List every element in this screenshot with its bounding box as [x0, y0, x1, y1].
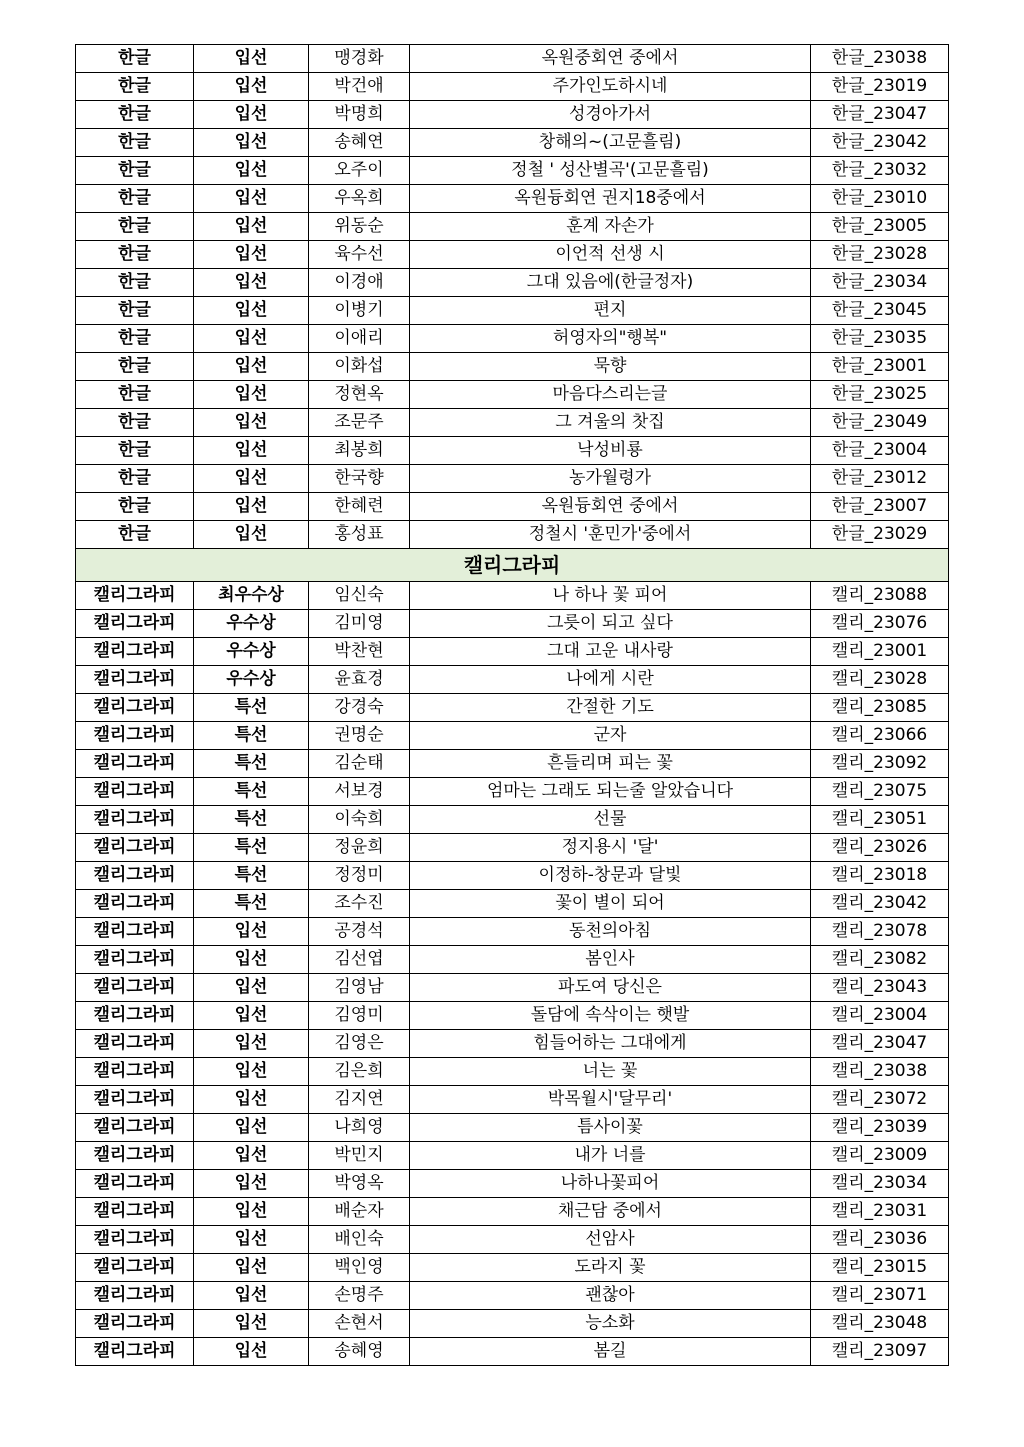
entry-id-cell: 캘리_23009: [811, 1142, 949, 1170]
category-cell: 캘리그라피: [76, 1338, 194, 1366]
category-cell: 한글: [76, 269, 194, 297]
table-row: [76, 778, 949, 806]
award-cell: 입선: [194, 946, 309, 974]
table-row: [76, 1002, 949, 1030]
table-row: [76, 722, 949, 750]
title-cell: 주가인도하시네: [410, 73, 811, 101]
title-cell: 훈계 자손가: [410, 213, 811, 241]
award-cell: 입선: [194, 325, 309, 353]
title-cell: 힘들어하는 그대에게: [410, 1030, 811, 1058]
award-cell: 입선: [194, 1170, 309, 1198]
award-cell: 입선: [194, 1142, 309, 1170]
table-row: [76, 1310, 949, 1338]
title-cell: 정지용시 '달': [410, 834, 811, 862]
award-cell: 우수상: [194, 610, 309, 638]
award-cell: 입선: [194, 1226, 309, 1254]
category-cell: 한글: [76, 297, 194, 325]
category-cell: 캘리그라피: [76, 1114, 194, 1142]
category-cell: 캘리그라피: [76, 918, 194, 946]
entry-id-cell: 한글_23010: [811, 185, 949, 213]
entry-id-cell: 한글_23019: [811, 73, 949, 101]
award-cell: 입선: [194, 437, 309, 465]
category-cell: 한글: [76, 241, 194, 269]
name-cell: 박민지: [309, 1142, 410, 1170]
category-cell: 한글: [76, 129, 194, 157]
entry-id-cell: 한글_23001: [811, 353, 949, 381]
award-cell: 입선: [194, 1198, 309, 1226]
entry-id-cell: 캘리_23001: [811, 638, 949, 666]
category-cell: 한글: [76, 185, 194, 213]
award-cell: 특선: [194, 722, 309, 750]
title-cell: 도라지 꽃: [410, 1254, 811, 1282]
name-cell: 박찬현: [309, 638, 410, 666]
award-cell: 입선: [194, 465, 309, 493]
title-cell: 낙성비룡: [410, 437, 811, 465]
table-row: [76, 73, 949, 101]
award-cell: 특선: [194, 862, 309, 890]
table-body-hangul: [76, 45, 949, 549]
entry-id-cell: 한글_23035: [811, 325, 949, 353]
award-cell: 입선: [194, 1310, 309, 1338]
title-cell: 묵향: [410, 353, 811, 381]
award-cell: 입선: [194, 409, 309, 437]
category-cell: 캘리그라피: [76, 750, 194, 778]
entry-id-cell: 한글_23034: [811, 269, 949, 297]
table-row: [76, 974, 949, 1002]
name-cell: 배인숙: [309, 1226, 410, 1254]
category-cell: 캘리그라피: [76, 638, 194, 666]
entry-id-cell: 한글_23049: [811, 409, 949, 437]
table-row: [76, 129, 949, 157]
table-row: [76, 269, 949, 297]
entry-id-cell: 캘리_23004: [811, 1002, 949, 1030]
award-cell: 입선: [194, 129, 309, 157]
table-row: [76, 353, 949, 381]
table-row: [76, 157, 949, 185]
title-cell: 봄인사: [410, 946, 811, 974]
entry-id-cell: 캘리_23076: [811, 610, 949, 638]
table-row: [76, 1254, 949, 1282]
category-cell: 한글: [76, 101, 194, 129]
table-row: [76, 1114, 949, 1142]
entry-id-cell: 캘리_23038: [811, 1058, 949, 1086]
category-cell: 한글: [76, 381, 194, 409]
name-cell: 송혜연: [309, 129, 410, 157]
entry-id-cell: 캘리_23043: [811, 974, 949, 1002]
title-cell: 나하나꽃피어: [410, 1170, 811, 1198]
award-cell: 입선: [194, 297, 309, 325]
name-cell: 공경석: [309, 918, 410, 946]
category-cell: 캘리그라피: [76, 946, 194, 974]
entry-id-cell: 캘리_23036: [811, 1226, 949, 1254]
title-cell: 그대 있음에(한글정자): [410, 269, 811, 297]
entry-id-cell: 캘리_23092: [811, 750, 949, 778]
title-cell: 군자: [410, 722, 811, 750]
award-cell: 입선: [194, 1086, 309, 1114]
name-cell: 조문주: [309, 409, 410, 437]
entry-id-cell: 한글_23038: [811, 45, 949, 73]
table-row: [76, 1086, 949, 1114]
category-cell: 캘리그라피: [76, 778, 194, 806]
category-cell: 한글: [76, 73, 194, 101]
name-cell: 박영옥: [309, 1170, 410, 1198]
category-cell: 캘리그라피: [76, 1226, 194, 1254]
title-cell: 정철 ' 성산별곡'(고문흘림): [410, 157, 811, 185]
category-cell: 한글: [76, 437, 194, 465]
title-cell: 편지: [410, 297, 811, 325]
category-cell: 캘리그라피: [76, 1030, 194, 1058]
table-row: [76, 806, 949, 834]
entry-id-cell: 캘리_23097: [811, 1338, 949, 1366]
table-row: [76, 1142, 949, 1170]
table-row: [76, 1226, 949, 1254]
table-row: [76, 437, 949, 465]
title-cell: 채근담 중에서: [410, 1198, 811, 1226]
category-cell: 한글: [76, 157, 194, 185]
category-cell: 한글: [76, 409, 194, 437]
entry-id-cell: 한글_23032: [811, 157, 949, 185]
award-cell: 특선: [194, 778, 309, 806]
award-cell: 입선: [194, 381, 309, 409]
title-cell: 정철시 '훈민가'중에서: [410, 521, 811, 549]
category-cell: 캘리그라피: [76, 610, 194, 638]
title-cell: 파도여 당신은: [410, 974, 811, 1002]
title-cell: 마음다스리는글: [410, 381, 811, 409]
section-header: [76, 549, 949, 582]
table-row: [76, 1198, 949, 1226]
table-row: [76, 521, 949, 549]
table-row: [76, 610, 949, 638]
awards-table: [75, 44, 949, 1366]
table-row: [76, 694, 949, 722]
name-cell: 김순태: [309, 750, 410, 778]
title-cell: 봄길: [410, 1338, 811, 1366]
title-cell: 흔들리며 피는 꽃: [410, 750, 811, 778]
table-row: [76, 1338, 949, 1366]
award-cell: 입선: [194, 269, 309, 297]
name-cell: 권명순: [309, 722, 410, 750]
category-cell: 캘리그라피: [76, 1002, 194, 1030]
title-cell: 농가월령가: [410, 465, 811, 493]
entry-id-cell: 캘리_23072: [811, 1086, 949, 1114]
category-cell: 캘리그라피: [76, 834, 194, 862]
table-row: [76, 750, 949, 778]
title-cell: 괜찮아: [410, 1282, 811, 1310]
name-cell: 강경숙: [309, 694, 410, 722]
table-row: [76, 381, 949, 409]
table-row: [76, 241, 949, 269]
table-row: [76, 409, 949, 437]
name-cell: 위동순: [309, 213, 410, 241]
award-cell: 입선: [194, 493, 309, 521]
award-cell: 입선: [194, 45, 309, 73]
table-row: [76, 1282, 949, 1310]
category-cell: 캘리그라피: [76, 1086, 194, 1114]
table-row: [76, 582, 949, 610]
award-cell: 입선: [194, 73, 309, 101]
entry-id-cell: 캘리_23018: [811, 862, 949, 890]
award-cell: 특선: [194, 806, 309, 834]
entry-id-cell: 캘리_23047: [811, 1030, 949, 1058]
name-cell: 김미영: [309, 610, 410, 638]
table-row: [76, 185, 949, 213]
title-cell: 이언적 선생 시: [410, 241, 811, 269]
entry-id-cell: 캘리_23039: [811, 1114, 949, 1142]
table-row: [76, 493, 949, 521]
title-cell: 엄마는 그래도 되는줄 알았습니다: [410, 778, 811, 806]
name-cell: 손현서: [309, 1310, 410, 1338]
entry-id-cell: 한글_23007: [811, 493, 949, 521]
entry-id-cell: 한글_23028: [811, 241, 949, 269]
category-cell: 캘리그라피: [76, 1198, 194, 1226]
award-cell: 입선: [194, 1254, 309, 1282]
category-cell: 캘리그라피: [76, 1254, 194, 1282]
title-cell: 박목월시'달무리': [410, 1086, 811, 1114]
table-row: [76, 101, 949, 129]
award-cell: 입선: [194, 521, 309, 549]
award-cell: 우수상: [194, 638, 309, 666]
entry-id-cell: 캘리_23051: [811, 806, 949, 834]
category-cell: 캘리그라피: [76, 974, 194, 1002]
title-cell: 선암사: [410, 1226, 811, 1254]
category-cell: 한글: [76, 45, 194, 73]
table-row: [76, 213, 949, 241]
award-cell: 입선: [194, 1030, 309, 1058]
name-cell: 김선엽: [309, 946, 410, 974]
category-cell: 캘리그라피: [76, 582, 194, 610]
title-cell: 간절한 기도: [410, 694, 811, 722]
title-cell: 이정하-창문과 달빛: [410, 862, 811, 890]
entry-id-cell: 캘리_23031: [811, 1198, 949, 1226]
title-cell: 동천의아침: [410, 918, 811, 946]
name-cell: 정정미: [309, 862, 410, 890]
award-cell: 우수상: [194, 666, 309, 694]
category-cell: 캘리그라피: [76, 694, 194, 722]
category-cell: 캘리그라피: [76, 666, 194, 694]
name-cell: 송혜영: [309, 1338, 410, 1366]
name-cell: 한국향: [309, 465, 410, 493]
name-cell: 손명주: [309, 1282, 410, 1310]
entry-id-cell: 캘리_23048: [811, 1310, 949, 1338]
name-cell: 한혜련: [309, 493, 410, 521]
name-cell: 박명희: [309, 101, 410, 129]
table-row: [76, 325, 949, 353]
entry-id-cell: 캘리_23028: [811, 666, 949, 694]
award-cell: 입선: [194, 353, 309, 381]
table-row: [76, 1170, 949, 1198]
name-cell: 홍성표: [309, 521, 410, 549]
award-cell: 특선: [194, 834, 309, 862]
category-cell: 캘리그라피: [76, 1310, 194, 1338]
category-cell: 한글: [76, 493, 194, 521]
name-cell: 육수선: [309, 241, 410, 269]
title-cell: 너는 꽃: [410, 1058, 811, 1086]
table-body-calligraphy: [76, 582, 949, 1366]
section-row: [76, 549, 949, 582]
award-cell: 입선: [194, 185, 309, 213]
category-cell: 캘리그라피: [76, 806, 194, 834]
award-cell: 최우수상: [194, 582, 309, 610]
entry-id-cell: 캘리_23085: [811, 694, 949, 722]
name-cell: 정윤희: [309, 834, 410, 862]
award-cell: 입선: [194, 101, 309, 129]
award-cell: 입선: [194, 1114, 309, 1142]
name-cell: 나희영: [309, 1114, 410, 1142]
name-cell: 윤효경: [309, 666, 410, 694]
entry-id-cell: 한글_23005: [811, 213, 949, 241]
table-row: [76, 834, 949, 862]
table-row: [76, 918, 949, 946]
section-title: 캘리그라피: [76, 549, 949, 582]
entry-id-cell: 한글_23029: [811, 521, 949, 549]
table-row: [76, 666, 949, 694]
award-cell: 입선: [194, 1002, 309, 1030]
entry-id-cell: 캘리_23082: [811, 946, 949, 974]
name-cell: 이경애: [309, 269, 410, 297]
entry-id-cell: 캘리_23071: [811, 1282, 949, 1310]
category-cell: 캘리그라피: [76, 722, 194, 750]
title-cell: 그대 고운 내사랑: [410, 638, 811, 666]
award-cell: 입선: [194, 974, 309, 1002]
category-cell: 캘리그라피: [76, 1282, 194, 1310]
entry-id-cell: 한글_23012: [811, 465, 949, 493]
category-cell: 캘리그라피: [76, 1142, 194, 1170]
table-row: [76, 638, 949, 666]
entry-id-cell: 캘리_23088: [811, 582, 949, 610]
category-cell: 한글: [76, 325, 194, 353]
name-cell: 오주이: [309, 157, 410, 185]
name-cell: 임신숙: [309, 582, 410, 610]
category-cell: 한글: [76, 213, 194, 241]
award-cell: 특선: [194, 890, 309, 918]
title-cell: 꽃이 별이 되어: [410, 890, 811, 918]
name-cell: 맹경화: [309, 45, 410, 73]
entry-id-cell: 캘리_23075: [811, 778, 949, 806]
entry-id-cell: 캘리_23042: [811, 890, 949, 918]
entry-id-cell: 캘리_23066: [811, 722, 949, 750]
category-cell: 한글: [76, 465, 194, 493]
title-cell: 나에게 시란: [410, 666, 811, 694]
award-cell: 입선: [194, 1058, 309, 1086]
table-row: [76, 45, 949, 73]
table-row: [76, 1058, 949, 1086]
title-cell: 창해의~(고문흘림): [410, 129, 811, 157]
entry-id-cell: 한글_23045: [811, 297, 949, 325]
category-cell: 캘리그라피: [76, 890, 194, 918]
title-cell: 그릇이 되고 싶다: [410, 610, 811, 638]
name-cell: 최봉희: [309, 437, 410, 465]
name-cell: 조수진: [309, 890, 410, 918]
title-cell: 허영자의"행복": [410, 325, 811, 353]
award-cell: 입선: [194, 1338, 309, 1366]
entry-id-cell: 한글_23004: [811, 437, 949, 465]
category-cell: 한글: [76, 521, 194, 549]
title-cell: 옥원듕회연 권지18중에서: [410, 185, 811, 213]
name-cell: 백인영: [309, 1254, 410, 1282]
entry-id-cell: 캘리_23078: [811, 918, 949, 946]
name-cell: 박건애: [309, 73, 410, 101]
award-cell: 입선: [194, 918, 309, 946]
name-cell: 김지연: [309, 1086, 410, 1114]
title-cell: 틈사이꽃: [410, 1114, 811, 1142]
title-cell: 옥원듕회연 중에서: [410, 493, 811, 521]
name-cell: 김영미: [309, 1002, 410, 1030]
entry-id-cell: 캘리_23026: [811, 834, 949, 862]
name-cell: 김영남: [309, 974, 410, 1002]
table-row: [76, 465, 949, 493]
title-cell: 내가 너를: [410, 1142, 811, 1170]
name-cell: 배순자: [309, 1198, 410, 1226]
title-cell: 성경아가서: [410, 101, 811, 129]
name-cell: 이화섭: [309, 353, 410, 381]
title-cell: 나 하나 꽃 피어: [410, 582, 811, 610]
table-row: [76, 1030, 949, 1058]
award-cell: 입선: [194, 241, 309, 269]
award-cell: 입선: [194, 213, 309, 241]
table-row: [76, 946, 949, 974]
entry-id-cell: 한글_23047: [811, 101, 949, 129]
title-cell: 선물: [410, 806, 811, 834]
name-cell: 정현옥: [309, 381, 410, 409]
name-cell: 김은희: [309, 1058, 410, 1086]
category-cell: 한글: [76, 353, 194, 381]
category-cell: 캘리그라피: [76, 1170, 194, 1198]
title-cell: 옥원중회연 중에서: [410, 45, 811, 73]
name-cell: 우옥희: [309, 185, 410, 213]
name-cell: 이애리: [309, 325, 410, 353]
table-row: [76, 890, 949, 918]
table-row: [76, 862, 949, 890]
name-cell: 김영은: [309, 1030, 410, 1058]
title-cell: 돌담에 속삭이는 햇발: [410, 1002, 811, 1030]
category-cell: 캘리그라피: [76, 1058, 194, 1086]
name-cell: 이숙희: [309, 806, 410, 834]
entry-id-cell: 캘리_23015: [811, 1254, 949, 1282]
award-cell: 특선: [194, 750, 309, 778]
title-cell: 그 겨울의 찻집: [410, 409, 811, 437]
title-cell: 능소화: [410, 1310, 811, 1338]
name-cell: 서보경: [309, 778, 410, 806]
category-cell: 캘리그라피: [76, 862, 194, 890]
award-cell: 입선: [194, 1282, 309, 1310]
entry-id-cell: 한글_23042: [811, 129, 949, 157]
entry-id-cell: 한글_23025: [811, 381, 949, 409]
award-cell: 특선: [194, 694, 309, 722]
name-cell: 이병기: [309, 297, 410, 325]
entry-id-cell: 캘리_23034: [811, 1170, 949, 1198]
table-row: [76, 297, 949, 325]
award-cell: 입선: [194, 157, 309, 185]
